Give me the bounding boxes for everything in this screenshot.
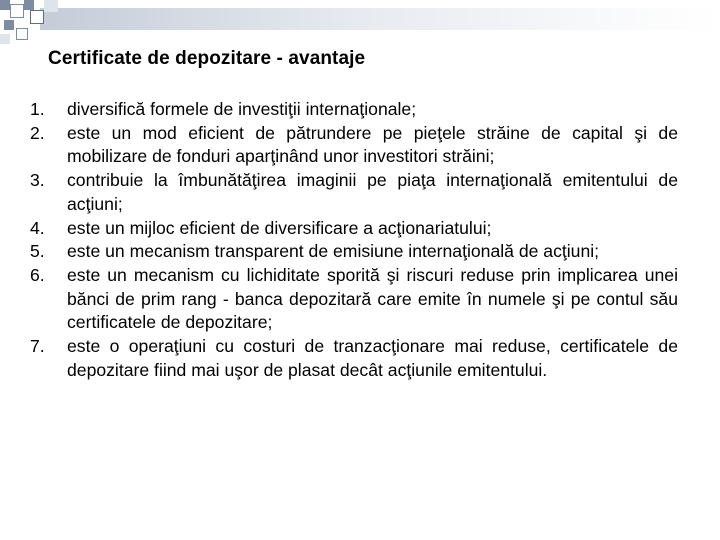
list-item-number: 5. bbox=[30, 241, 45, 262]
list-item-text: este un mod eficient de pătrundere pe pieţele străine de capital şi de mobilizare de fonduri aparţinând unor investitori străini; bbox=[67, 122, 678, 167]
list-item-text: este o operaţiuni cu costuri de tranzacţionare mai reduse, certificatele de depozitare fiind mai uşor de plasat decât acţiunile emitentului. bbox=[67, 336, 678, 380]
decorative-corner-squares bbox=[0, 0, 720, 48]
decor-square bbox=[44, 0, 58, 12]
list-item-text: diversifică formele de investiţii internaţionale; bbox=[67, 99, 417, 119]
decor-square bbox=[0, 34, 10, 44]
list-item-number: 3. bbox=[30, 170, 45, 191]
list-item-number: 4. bbox=[30, 217, 45, 238]
list-item bbox=[30, 98, 678, 122]
list-item-number: 7. bbox=[30, 336, 45, 357]
list-item-text: este un mecanism cu lichiditate sporită şi riscuri reduse prin implicarea unei bănci de prim rang - banca depozitară care emite în numele şi pe contul său certificatele de depozitare; bbox=[67, 264, 678, 333]
list-item bbox=[30, 264, 678, 335]
list-item-text: este un mijloc eficient de diversificare a acţionariatului; bbox=[67, 217, 492, 238]
list-item bbox=[30, 122, 678, 169]
list-item bbox=[30, 217, 678, 241]
page-title: Certificate de depozitare - avantaje bbox=[48, 48, 366, 69]
list-item-text: este un mecanism transparent de emisiune internaţională de acţiuni; bbox=[67, 241, 600, 262]
decor-square bbox=[10, 4, 24, 18]
decor-square bbox=[4, 20, 14, 30]
decor-square bbox=[30, 10, 44, 24]
list-item-number: 6. bbox=[30, 264, 45, 285]
decor-square bbox=[0, 0, 10, 10]
decor-square bbox=[16, 28, 28, 40]
advantages-list bbox=[30, 98, 678, 382]
list-item bbox=[30, 240, 678, 264]
list-item bbox=[30, 169, 678, 216]
list-item-number: 2. bbox=[30, 122, 45, 143]
decor-square bbox=[24, 0, 34, 10]
list-item-text: contribuie la îmbunătăţirea imaginii pe piaţa internaţională emitentului de acţiuni; bbox=[67, 170, 678, 214]
list-item bbox=[30, 335, 678, 382]
list-item-number: 1. bbox=[30, 99, 45, 119]
